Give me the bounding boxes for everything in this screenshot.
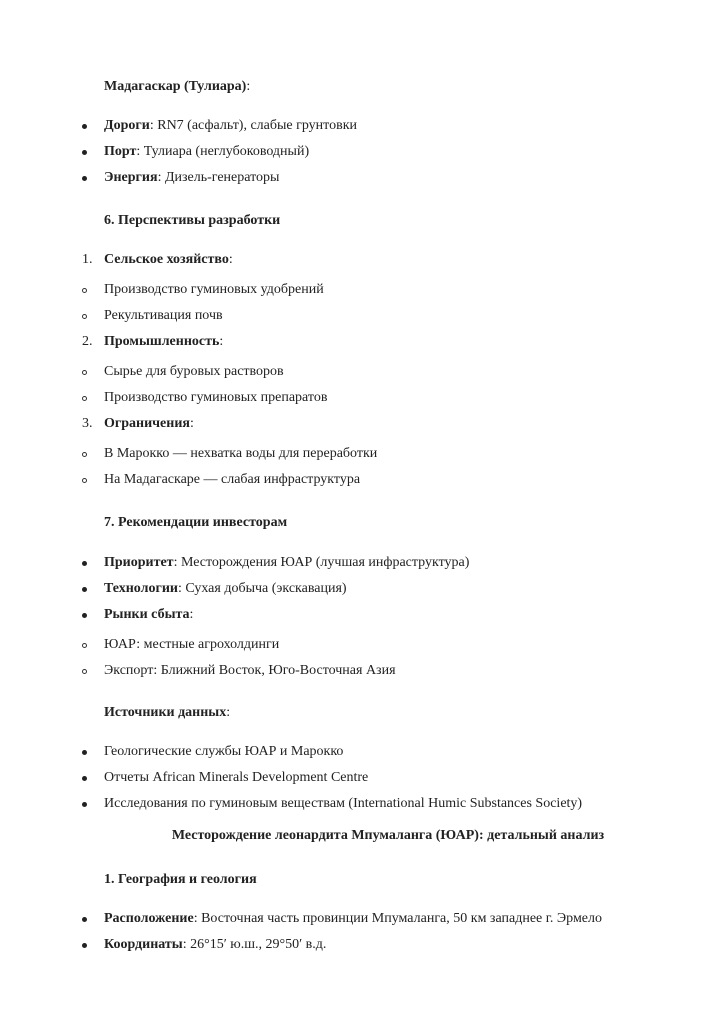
sources-heading: Источники данных: (104, 705, 231, 720)
list-item: Энергия: Дизель-генераторы (104, 170, 280, 185)
circle-bullet-icon (82, 396, 87, 401)
list-number: 1. (82, 252, 93, 267)
circle-bullet-icon (82, 314, 87, 319)
list-item: Расположение: Восточная часть провинции Мпумаланга, 50 км западнее г. Эрмело (104, 911, 602, 926)
list-item: Порт: Тулиара (неглубоководный) (104, 144, 310, 159)
section-6-heading: 6. Перспективы разработки (104, 213, 281, 228)
list-item: Производство гуминовых удобрений (104, 282, 324, 297)
document-title: Месторождение леонардита Мпумаланга (ЮАР): детальный анализ (171, 828, 605, 843)
bullet-icon (82, 587, 87, 592)
list-item: Технологии: Сухая добыча (экскавация) (104, 581, 347, 596)
bullet-icon (82, 750, 87, 755)
numbered-item: Промышленность: (104, 334, 224, 349)
bullet-icon (82, 124, 87, 129)
list-item: Геологические службы ЮАР и Марокко (104, 744, 344, 759)
bullet-icon (82, 943, 87, 948)
geography-heading: 1. География и геология (104, 872, 257, 887)
list-item: Дороги: RN7 (асфальт), слабые грунтовки (104, 118, 358, 133)
bullet-icon (82, 176, 87, 181)
list-item: Сырье для буровых растворов (104, 364, 284, 379)
list-item: Координаты: 26°15′ ю.ш., 29°50′ в.д. (104, 937, 327, 952)
bullet-icon (82, 776, 87, 781)
circle-bullet-icon (82, 669, 87, 674)
list-number: 3. (82, 416, 93, 431)
list-item: В Марокко — нехватка воды для переработки (104, 446, 378, 461)
list-number: 2. (82, 334, 93, 349)
list-item: Экспорт: Ближний Восток, Юго-Восточная Азия (104, 663, 396, 678)
circle-bullet-icon (82, 478, 87, 483)
numbered-item: Ограничения: (104, 416, 194, 431)
list-item: Производство гуминовых препаратов (104, 390, 328, 405)
bullet-icon (82, 561, 87, 566)
list-item: Исследования по гуминовым веществам (International Humic Substances Society) (104, 796, 583, 811)
circle-bullet-icon (82, 288, 87, 293)
list-item: ЮАР: местные агрохолдинги (104, 637, 280, 652)
list-item: Рекультивация почв (104, 308, 223, 323)
bullet-icon (82, 802, 87, 807)
bullet-icon (82, 613, 87, 618)
bullet-icon (82, 150, 87, 155)
circle-bullet-icon (82, 370, 87, 375)
circle-bullet-icon (82, 452, 87, 457)
circle-bullet-icon (82, 643, 87, 648)
section-7-heading: 7. Рекомендации инвесторам (104, 515, 288, 530)
bullet-icon (82, 917, 87, 922)
madagascar-heading: Мадагаскар (Тулиара): (104, 79, 251, 94)
list-item: На Мадагаскаре — слабая инфраструктура (104, 472, 361, 487)
list-item: Рынки сбыта: (104, 607, 194, 622)
list-item: Отчеты African Minerals Development Centre (104, 770, 369, 785)
numbered-item: Сельское хозяйство: (104, 252, 233, 267)
list-item: Приоритет: Месторождения ЮАР (лучшая инфраструктура) (104, 555, 470, 570)
